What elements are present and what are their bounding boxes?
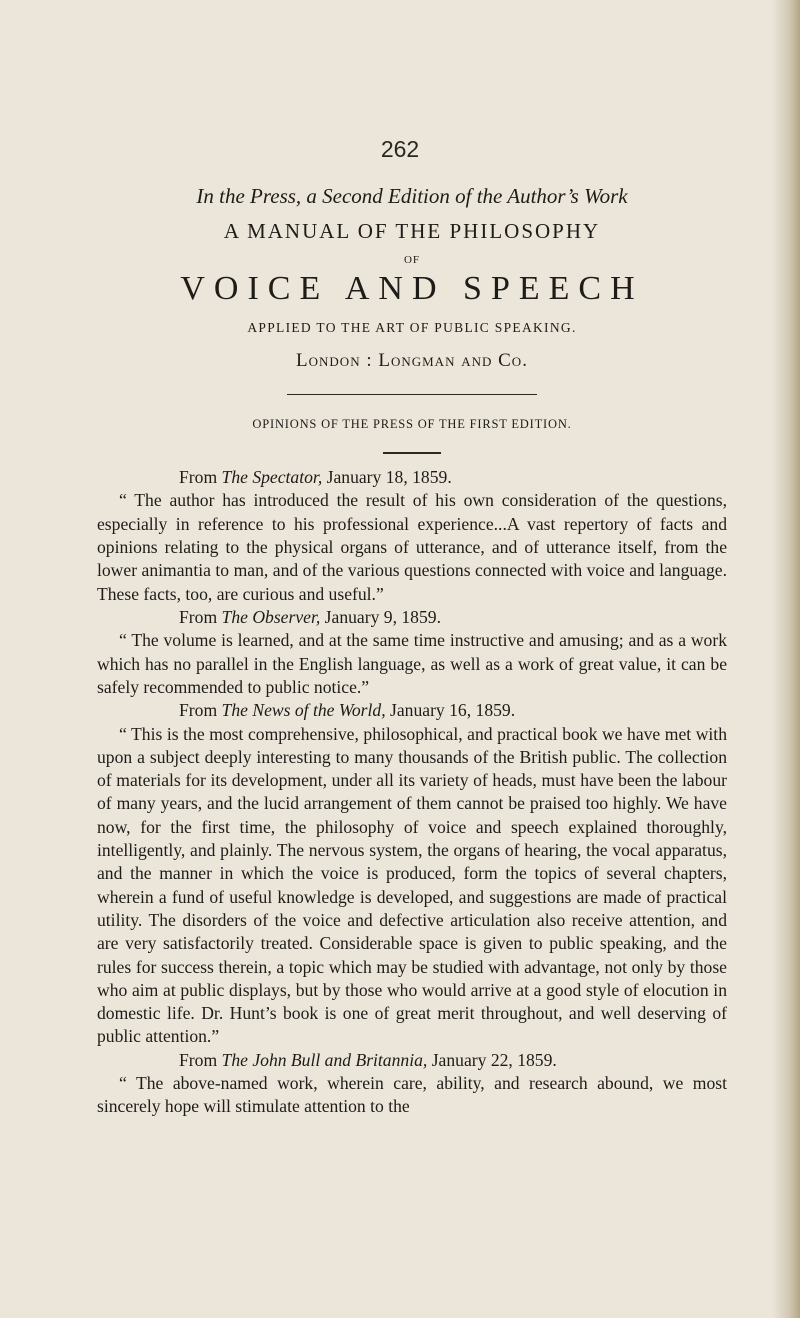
opinion-publication: The Observer, [221,606,321,627]
book-title-line-2: VOICE AND SPEECH [180,270,644,307]
opinion-publication: The News of the World, [221,700,386,721]
opinions-heading: OPINIONS OF THE PRESS OF THE FIRST EDITION. [252,417,572,431]
opinion-date: January 18, 1859. [326,467,452,487]
opinion-entry [97,699,727,1049]
opinion-publication: The Spectator, [221,467,323,487]
opinion-quote: “ The above-named work, wherein care, ability, and research abound, we most sincerely hope will stimulate attention to the [97,1073,727,1117]
opinion-entry [97,1049,727,1119]
opinion-date: January 22, 1859. [431,1049,557,1070]
book-title-of: OF [403,254,421,266]
book-title-line-1: A MANUAL OF THE PHILOSOPHY [223,219,601,243]
opinion-from: From [179,1049,218,1070]
page-edge-shadow [772,0,800,1318]
opinion-source [97,1049,727,1072]
opinion-date: January 16, 1859. [390,700,516,721]
opinion-source [97,466,727,489]
publisher-line: London : Longman and Co. [296,350,528,371]
divider-rule [287,394,537,395]
short-divider-rule [383,452,441,454]
opinion-publication: The John Bull and Britannia, [221,1049,428,1070]
opinion-entry [97,606,727,699]
opinion-from: From [179,467,218,487]
page-content [97,184,727,1119]
opinion-entry [97,466,727,606]
book-title-line-3: APPLIED TO THE ART OF PUBLIC SPEAKING. [247,320,577,335]
opinion-source [97,699,727,722]
advert-intro: In the Press, a Second Edition of the Author’s Work [196,184,628,208]
opinion-from: From [179,700,218,721]
opinion-source [97,606,727,629]
opinion-quote: “ This is the most comprehensive, philosophical, and practical book we have met with upon a subject deeply interesting to many thousands of the British public. The collection of materials for its development, under all its variety of heads, must have been the labour of many years, and the lucid arrangement of them cannot be praised too highly. We have now, for the first time, the philosophy of voice and speech explained thoroughly, intelligently, and plainly. The nervous system, the organs of hearing, the vocal apparatus, and the manner in which the voice is produced, form the topics of several chapters, wherein a fund of useful knowledge is developed, and suggestions are made of practical utility. The disorders of the voice and defective articulation also receive attention, and are very satisfactorily treated. Considerable space is given to public speaking, and the rules for success therein, a topic which may be studied with advantage, not only by those who aim at public displays, but by those who would arrive at a good style of elocution in domestic life. Dr. Hunt’s book is one of great merit throughout, and well deserving of public attention.” [97,723,727,1047]
opinion-from: From [179,606,218,627]
opinion-quote: “ The volume is learned, and at the same time instructive and amusing; and as a work which has no parallel in the English language, as well as a work of great value, it can be safely recommended to public notice.” [97,630,727,697]
opinion-quote: “ The author has introduced the result of his own consideration of the questions, especially in reference to his professional experience...A vast repertory of facts and opinions relating to the physical organs of utterance, and of utterance itself, from the lower animantia to man, and of the various questions connected with voice and language. These facts, too, are curious and useful.” [97,490,727,604]
page-number: 262 [380,136,420,162]
opinion-date: January 9, 1859. [324,606,441,627]
